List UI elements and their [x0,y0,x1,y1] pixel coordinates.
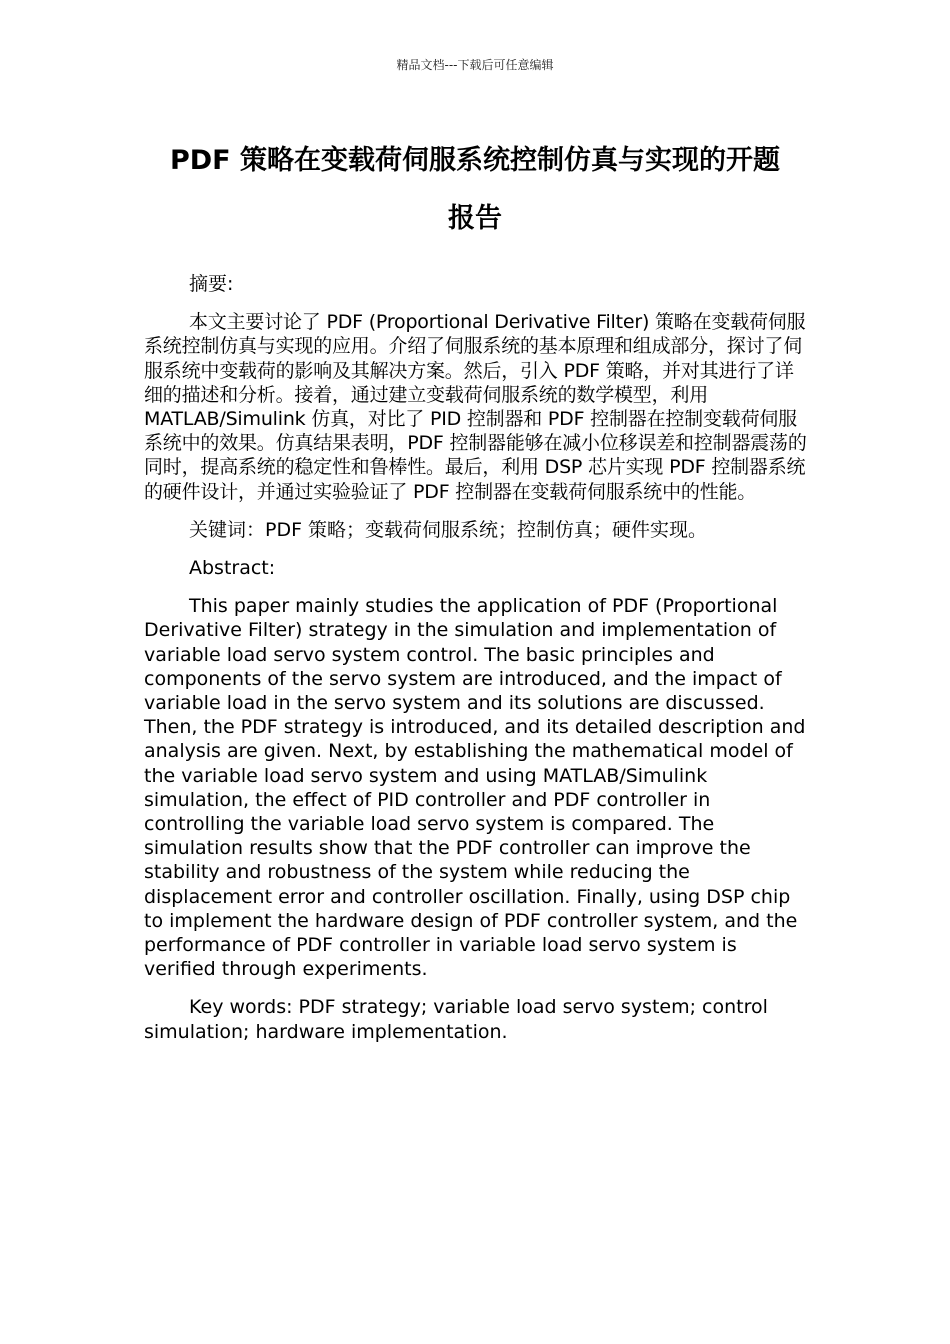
abstract-zh-label: 摘要: [189,273,234,295]
abstract-zh-body: 本文主要讨论了 PDF (Proportional Derivative Filter) 策略在变载荷伺服系统控制仿真与实现的应用。介绍了伺服系统的基本原理和组成部分，探讨了伺服系统中变载荷的影响及其解决方案。然后，引入 PDF 策略，并对其进行了详细的描述和分析。接着，通过建立变载荷伺服系统的数学模型，利用 MATLAB/Simulink 仿真，对比了 PID 控制器和 PDF 控制器在控制变载荷伺服系统中的效果。仿真结果表明，PDF 控制器能够在减小位移误差和控制器震荡的同时，提高系统的稳定性和鲁棒性。最后，利用 DSP 芯片实现 PDF 控制器系统的硬件设计，并通过实验验证了 PDF 控制器在变载荷伺服系统中的性能。 [144,311,807,503]
keywords-zh: 关键词：PDF 策略；变载荷伺服系统；控制仿真；硬件实现。 [189,518,708,541]
document-title [120,132,830,248]
page-header-watermark: 精品文档---下载后可任意编辑 [396,58,554,72]
abstract-en-body: This paper mainly studies the application of PDF (Proportional Derivative Filter) strategy in the simulation and implementation of variable load servo system control. The basic principles and components of the servo system are introduced, and the impact of variable load in the servo system and its solutions are discussed. Then, the PDF strategy is introduced, and its detailed description and analysis are given. Next, by establishing the mathematical model of the variable load servo system and using MATLAB/Simulink simulation, the effect of PID controller and PDF controller in controlling the variable load servo system is compared. The simulation results show that the PDF controller can improve the stability and robustness of the system while reducing the displacement error and controller oscillation. Finally, using DSP chip to implement the hardware design of PDF controller system, and the performance of PDF controller in variable load servo system is verified through experiments. [144,595,806,981]
document-title-line-1: PDF 策略在变载荷伺服系统控制仿真与实现的开题 [169,145,781,176]
abstract-en-label: Abstract: [189,557,276,580]
document-body [144,272,808,1044]
keywords-en: Key words: PDF strategy; variable load servo system; control simulation; hardware implementation. [144,996,768,1043]
document-title-line-2: 报告 [448,203,502,234]
